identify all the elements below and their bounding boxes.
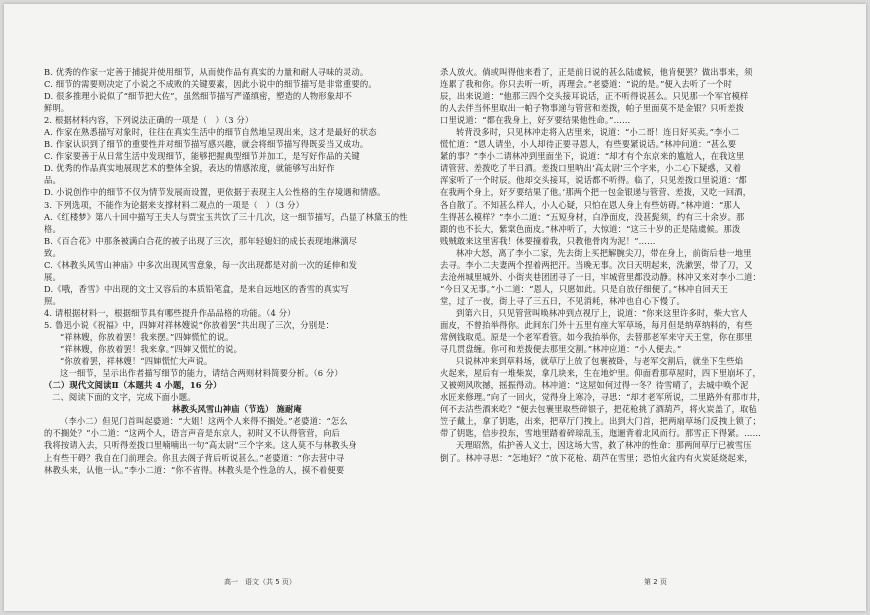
right-line: 慌忙道：“恩人请坐，小人却待正要寻恩人，有些要紧说话。”林冲问道：“甚么要 xyxy=(440,139,737,150)
right-line: 请管营、差拨吃了半日酒。差拨口里呐出‘高太尉’三个字来，小二心下疑惑，又着 xyxy=(440,163,742,174)
left-line: A. 作家在熟悉描写对象时，往往在真实生活中的细节自然地呈现出来，这才是最好的状态 xyxy=(44,127,377,138)
left-line: B. 作家认识到了细节的重要性并对细节描写感兴趣，就会将细节描写得既妥当又成功。 xyxy=(44,139,369,150)
left-line: C.《林教头风雪山神庙》中多次出现风雪意象，每一次出现都是对前一次的延伸和发 xyxy=(44,259,358,270)
left-line: “祥林嫂，你放着罢！我来拿。”四婶又慌忙的说。 xyxy=(60,344,243,355)
right-line: 堂，过了一夜，街上寻了三五日，不见消耗，林冲也自心下慢了。 xyxy=(440,295,685,306)
left-line: 4. 请根据材料一，根据细节具有哪些提升作品品格的功能。（4 分） xyxy=(44,307,296,318)
right-line: 面皮，不曾抬举得你。此间东门外十五里有座大军草场，每月但是纳草纳料的，有些 xyxy=(440,319,753,330)
right-line: 林冲大怒，离了李小二家，先去街上买把解腕尖刀，带在身上，前街后巷一地里 xyxy=(456,247,752,258)
right-line: 笠子戴上，拿了钥匙，出来，把草厅门拽上。出到大门首，把两扇草场门反拽上锁了； xyxy=(440,416,761,427)
right-line: 各自散了。不知甚么样人，小人心疑，只怕在恩人身上有些妨碍。”林冲道：“那人 xyxy=(440,199,741,210)
right-line: 连累了我和你。你只去听一听，再理会。”老婆道：“说的是。”便入去听了一个时 xyxy=(440,79,733,90)
left-line: 3. 下列选项，不能作为论据来支撑材料二观点的一项是（ ）（3 分） xyxy=(44,199,305,210)
left-line: （二）现代文阅读Ⅱ（本题共 4 小题，16 分） xyxy=(44,380,222,391)
right-line: 跟的也不长大，紫棠色面皮。”林冲听了，大惊道：“这三十岁的正是陆虞候。那泼 xyxy=(440,223,741,234)
right-line: 火起来，屋后有一堆柴炭，拿几块来，生在地炉里。仰面看那草屋时，四下里崩坏了， xyxy=(440,368,761,379)
right-line: 去沧州城里城外、小街夹巷团团寻了一日，牢城营里都没动静。林冲又来对李小二道： xyxy=(440,271,761,282)
left-line: C. 作家要善于从日常生活中发现细节，能够把握典型细节并加工，是写好作品的关键 xyxy=(44,151,360,162)
left-column xyxy=(44,66,430,571)
left-line: 二、阅读下面的文字，完成下面小题。 xyxy=(52,392,196,403)
left-line: B. 优秀的作家一定善于捕捉并使用细节，从而使作品有真实的力量和耐人寻味的灵动。 xyxy=(44,67,369,77)
left-line: 的不搁处？”小二道：“这两个人，语言声音是东京人，初时又不认得管营，向后 xyxy=(44,428,340,439)
footer-left: 高一 语文（共 5 页） xyxy=(224,578,296,586)
right-line: 何不去沽些酒来吃？”便去包裹里取些碎银子，把花枪挑了酒葫芦，将火炭盖了，取毡 xyxy=(440,404,757,415)
right-line: 又被朔风吹撼，摇振得动。林冲道：“这屋如何过得一冬？待雪晴了，去城中唤个泥 xyxy=(440,380,749,391)
left-line: D. 很多推理小说似了“细节把大佐”，虽然细节描写严谨缜密，塑造的人物形象却不 xyxy=(44,91,353,102)
right-line: 天理昭然，佑护善人义士，因这场大雪，救了林冲的性命：那两间草厅已被雪压 xyxy=(456,440,752,451)
right-line: 紧的事？”李小二请林冲到里面坐下，说道：“却才有个东京来的尴尬人，在我这里 xyxy=(440,151,745,162)
right-line: 贱贼敢来这里害我！休要撞着我，只教他骨肉为泥！”…… xyxy=(440,235,656,246)
exam-page xyxy=(4,4,866,611)
right-line: 辰，出来说道：“他那三四个交头接耳说话，正不听得说甚么。只见那一个军官模样 xyxy=(440,91,749,102)
right-line: 转背没多时，只见林冲走将入店里来，说道：“小二哥！连日好买卖。”李小二 xyxy=(456,127,740,138)
right-line: 去寻。李小二夫妻两个捏着两把汗。当晚无事。次日天明起来，洗漱罢，带了刀，又 xyxy=(440,259,753,270)
left-line: 上有些干碍？我自在门前理会。你且去阁子背后听说甚么。”老婆道：“你去营中寻 xyxy=(44,452,345,463)
right-line: 只说林冲来到草料场，就草厅上放了包裹被卧，与老军交割后，就坐下生些焰 xyxy=(456,356,744,367)
left-line: 格。 xyxy=(44,223,61,234)
left-line: D. 优秀的作品真实地展现艺术的整体全貌，表达的情感浓度，就能够写出好作 xyxy=(44,163,335,174)
right-line: 水匠来修理。”向了一回火，觉得身上寒冷，寻思：“却才老军所说，二里路外有那市井， xyxy=(440,392,766,403)
footer-right: 第 2 页 xyxy=(644,578,667,586)
right-line: “今日又无事。”小二道：“恩人，只愿如此。只是自放仔细便了。”林冲自回天王 xyxy=(440,283,729,294)
left-line: 这一细节，呈示出作者描写细节的能力，请结合两则材料简要分析。（6 分） xyxy=(60,368,343,379)
left-line: D. 小说创作中的细节不仅为情节发展而设置，更依据于表现主人公性格的生存境遇和情感。 xyxy=(44,187,386,198)
right-column xyxy=(440,66,826,571)
left-line: 我将按请入去，只听得差拨口里喃喃出一句“高太尉”三个字来。这人莫不与林教头身 xyxy=(44,440,357,451)
left-line: 展。 xyxy=(44,271,61,282)
left-line: A.《红楼梦》第八十回中描写王夫人与贾宝玉共饮了三十几次，这一细节描写，凸显了林黛玉的性 xyxy=(44,211,408,222)
left-line: “你放着罢，祥林嫂！”四婶慌忙大声说。 xyxy=(60,356,213,367)
right-line: 带了钥匙，信步投东，雪地里踏着碎琼乱玉，迤逦背着北风而行。那雪正下得紧。…… xyxy=(440,428,761,439)
left-line: 鲜明。 xyxy=(44,103,70,114)
right-line: 倒了。林冲寻思：“怎地好？”放下花枪、葫芦在雪里；恐怕火盆内有火炭延烧起来， xyxy=(440,452,753,463)
left-line: （李小二）但见门首叫起婆道：“大姐！这两个人来得不搁处。”老婆道：“怎么 xyxy=(60,416,348,427)
right-line: 常例钱取觅。原是一个老军看管。如今我抬举你，去替那老军来守天王堂，你在那里 xyxy=(440,332,753,343)
left-line: 林教头来，认他一认。”李小二道：“你不省得。林教头是个性急的人，摸不着便要 xyxy=(44,464,345,475)
left-line: 林教头风雪山神庙（节选） 施耐庵 xyxy=(172,404,302,415)
left-line: B.《百合花》中那条被满白合花的被子出现了三次，那年轻媳妇的成长表现地淋漓尽 xyxy=(44,235,358,246)
left-line: 品。 xyxy=(44,175,61,186)
right-line: 口里说道：“都在我身上，好歹要结果他性命。”…… xyxy=(440,115,631,126)
right-line: 杀人放火。倘或叫得他来看了，正是前日说的甚么陆虞候，他肯便罢？做出事来，须 xyxy=(440,67,753,77)
right-line: 寻几贯盘缠。你可和差拨便去那里交割。”林冲应道：“小人便去。” xyxy=(440,344,682,355)
left-line: C. 细节的需要则决定了小说之不成败的关键要素，因此小说中的细节描写是非常重要的。 xyxy=(44,79,377,90)
right-line: 在我两个身上，好歹要结果了他。’那两个把一包金银递与管营、差拨，又吃一回酒， xyxy=(440,187,752,198)
left-line: 照。 xyxy=(44,295,61,306)
right-line: 生得甚么模样？”李小二道：“五短身材，白净面皮，没甚髭须，约有三十余岁。那 xyxy=(440,211,745,222)
right-line: 浑家听了一个时辰。他却交头接耳，说话都不听得。临了，只见差拨口里说道：‘都 xyxy=(440,175,747,186)
left-line: “祥林嫂，你放着罢！我来摆。”四婶慌忙的说。 xyxy=(60,332,234,343)
right-line: 到第六日，只见管营叫唤林冲到点视厅上，说道：“你来这里许多时，柴大官人 xyxy=(456,307,748,318)
left-line: 5. 鲁迅小说《祝福》中，四婶对祥林嫂说“你放着罢”共出现了三次，分别是： xyxy=(44,319,335,330)
right-line: 的人去伴当怀里取出一帕子物事递与管营和差拨，帕子里面莫不是金银？只听差拨 xyxy=(440,103,745,114)
left-line: D.《哦，香雪》中出现的文士又容后的本质铅笔盒，是来自远地区的香雪的真实写 xyxy=(44,283,349,294)
left-line: 2. 根据材料内容，下列说法正确的一项是（ ）（3 分） xyxy=(44,115,254,126)
left-line: 致。 xyxy=(44,247,61,258)
